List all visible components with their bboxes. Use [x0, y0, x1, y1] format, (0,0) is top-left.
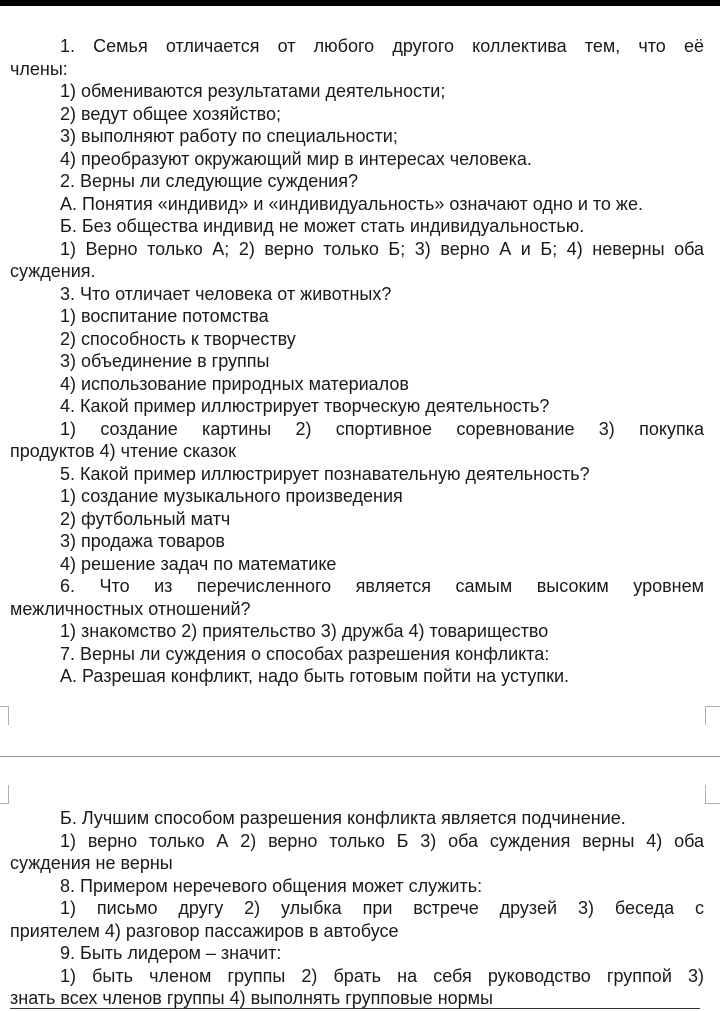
question-9-text: 9. Быть лидером – значит:: [60, 943, 282, 963]
page-corner-mark-top-left: [0, 706, 9, 725]
q3-option-2: 2) способность к творчеству: [60, 329, 296, 349]
q6-options: 1) знакомство 2) приятельство 3) дружба 4) товарищество: [60, 621, 549, 641]
q2-options: 1) Верно только А; 2) верно только Б; 3) верно А и Б; 4) неверны оба: [60, 239, 704, 259]
question-2-text: 2. Верны ли следующие суждения?: [60, 171, 358, 191]
q9-options-cont: знать всех членов группы 4) выполнять групповые нормы: [10, 988, 493, 1008]
q4-options: 1) создание картины 2) спортивное соревнование 3) покупка: [60, 419, 704, 439]
page-corner-mark-bottom-right: [705, 785, 720, 804]
q5-option-4: 4) решение задач по математике: [60, 554, 337, 574]
question-5-text: 5. Какой пример иллюстрирует познавательную деятельность?: [60, 464, 590, 484]
page-separator: [0, 756, 720, 757]
top-black-bar: [0, 0, 720, 6]
q3-option-1: 1) воспитание потомства: [60, 306, 269, 326]
q8-options: 1) письмо другу 2) улыбка при встрече друзей 3) беседа с: [60, 898, 704, 918]
q2-options-cont: суждения.: [10, 261, 96, 281]
q3-option-3: 3) объединение в группы: [60, 351, 270, 371]
q1-option-2: 2) ведут общее хозяйство;: [60, 104, 281, 124]
question-6-text-cont: межличностных отношений?: [10, 599, 251, 619]
q7-options-cont: суждения не верны: [10, 853, 173, 873]
q5-option-1: 1) создание музыкального произведения: [60, 486, 403, 506]
question-1-text-cont: члены:: [10, 59, 68, 79]
q8-options-cont: приятелем 4) разговор пассажиров в автобусе: [10, 921, 399, 941]
page-corner-mark-bottom-left: [0, 785, 9, 804]
page-corner-mark-top-right: [705, 706, 720, 725]
q7-statement-b: Б. Лучшим способом разрешения конфликта является подчинение.: [60, 808, 626, 828]
q2-statement-b: Б. Без общества индивид не может стать индивидуальностью.: [60, 216, 585, 236]
q5-option-2: 2) футбольный матч: [60, 509, 231, 529]
q1-option-1: 1) обмениваются результатами деятельности;: [60, 81, 446, 101]
q2-statement-a: А. Понятия «индивид» и «индивидуальность» означают одно и то же.: [60, 194, 643, 214]
question-3-text: 3. Что отличает человека от животных?: [60, 284, 392, 304]
q7-statement-a: А. Разрешая конфликт, надо быть готовым пойти на уступки.: [60, 666, 570, 686]
question-4-text: 4. Какой пример иллюстрирует творческую деятельность?: [60, 396, 550, 416]
question-1-text: 1. Семья отличается от любого другого коллектива тем, что её: [60, 36, 704, 56]
q1-option-3: 3) выполняют работу по специальности;: [60, 126, 398, 146]
q3-option-4: 4) использование природных материалов: [60, 374, 409, 394]
q9-options: 1) быть членом группы 2) брать на себя руководство группой 3): [60, 966, 704, 986]
q5-option-3: 3) продажа товаров: [60, 531, 225, 551]
question-6-text: 6. Что из перечисленного является самым высоким уровнем: [60, 576, 704, 596]
bottom-rule: [10, 1008, 700, 1009]
question-7-text: 7. Верны ли суждения о способах разрешения конфликта:: [60, 644, 550, 664]
q4-options-cont: продуктов 4) чтение сказок: [10, 441, 237, 461]
question-8-text: 8. Примером неречевого общения может служить:: [60, 876, 483, 896]
q1-option-4: 4) преобразуют окружающий мир в интересах человека.: [60, 149, 532, 169]
q7-options: 1) верно только А 2) верно только Б 3) оба суждения верны 4) оба: [60, 831, 704, 851]
